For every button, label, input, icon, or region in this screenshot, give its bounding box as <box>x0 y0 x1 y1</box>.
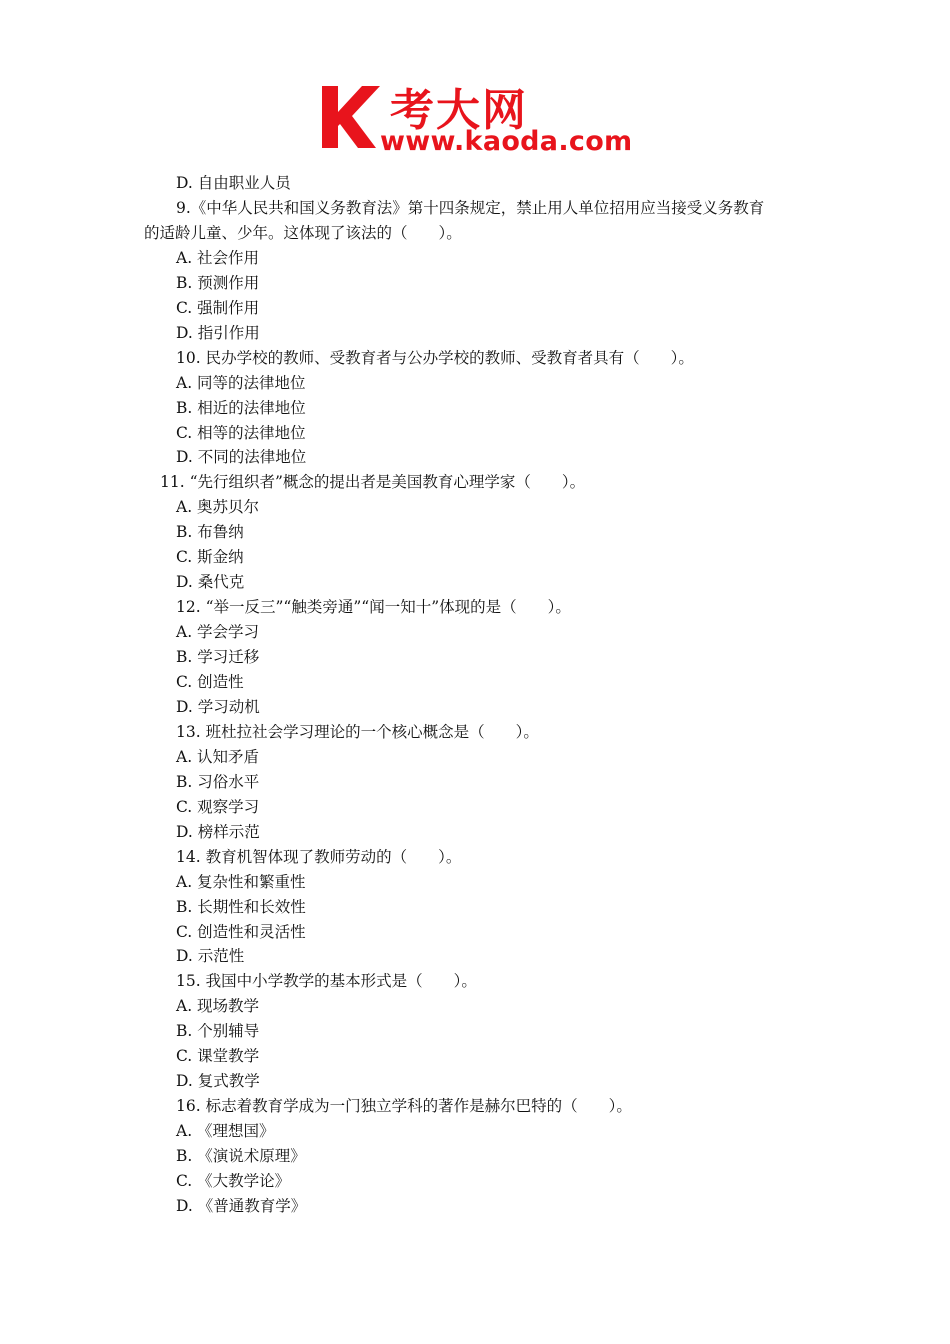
answer-option: C. 课堂教学 <box>176 1047 260 1066</box>
answer-option: B. 个别辅导 <box>176 1022 260 1041</box>
answer-option: B. 布鲁纳 <box>176 523 244 542</box>
k-logo-icon <box>318 84 384 150</box>
question-text: 16. 标志着教育学成为一门独立学科的著作是赫尔巴特的（ ）。 <box>176 1097 632 1116</box>
answer-option: A. 现场教学 <box>176 997 260 1016</box>
answer-option: B. 《演说术原理》 <box>176 1147 306 1166</box>
kaoda-logo[interactable] <box>318 78 638 160</box>
answer-option: C. 创造性和灵活性 <box>176 922 306 941</box>
answer-option: D. 复式教学 <box>176 1072 260 1091</box>
answer-option: D. 不同的法律地位 <box>176 448 307 467</box>
question-text: 的适龄儿童、少年。这体现了该法的（ ）。 <box>144 223 462 242</box>
answer-option: C. 相等的法律地位 <box>176 423 306 442</box>
answer-option: D. 示范性 <box>176 947 245 966</box>
question-text: 15. 我国中小学教学的基本形式是（ ）。 <box>176 972 477 991</box>
answer-option: A. 同等的法律地位 <box>176 373 306 392</box>
answer-option: C. 强制作用 <box>176 298 260 317</box>
answer-option: D. 学习动机 <box>176 697 260 716</box>
answer-option: A. 奥苏贝尔 <box>176 498 260 517</box>
answer-option: D. 《普通教育学》 <box>176 1196 307 1215</box>
answer-option: D. 榜样示范 <box>176 822 260 841</box>
answer-option: B. 长期性和长效性 <box>176 897 306 916</box>
question-text: 14. 教育机智体现了教师劳动的（ ）。 <box>176 847 462 866</box>
answer-option: C. 《大教学论》 <box>176 1172 291 1190</box>
answer-option: B. 习俗水平 <box>176 772 260 791</box>
question-text: 12. “举一反三”“触类旁通”“闻一知十”体现的是（ ）。 <box>176 598 571 617</box>
answer-option: A. 学会学习 <box>176 623 260 642</box>
answer-option: A. 《理想国》 <box>176 1122 275 1141</box>
answer-option: D. 自由职业人员 <box>176 174 291 192</box>
answer-option: C. 观察学习 <box>176 797 260 816</box>
answer-option: A. 社会作用 <box>176 248 260 267</box>
answer-option: C. 创造性 <box>176 673 244 691</box>
question-text: 11. “先行组织者”概念的提出者是美国教育心理学家（ ）。 <box>160 473 586 492</box>
answer-option: D. 桑代克 <box>176 573 245 592</box>
answer-option: B. 学习迁移 <box>176 648 260 667</box>
answer-option: D. 指引作用 <box>176 323 260 342</box>
logo-title: 考大网 <box>390 85 528 136</box>
answer-option: B. 预测作用 <box>176 273 260 292</box>
logo-url: www.kaoda.com <box>380 126 633 157</box>
answer-option: A. 认知矛盾 <box>176 747 260 766</box>
question-text: 13. 班杜拉社会学习理论的一个核心概念是（ ）。 <box>176 722 539 741</box>
question-text: 10. 民办学校的教师、受教育者与公办学校的教师、受教育者具有（ ）。 <box>176 348 694 367</box>
question-text: 9.《中华人民共和国义务教育法》第十四条规定，禁止用人单位招用应当接受义务教育 <box>176 198 765 217</box>
answer-option: C. 斯金纳 <box>176 548 244 567</box>
answer-option: A. 复杂性和繁重性 <box>176 872 306 891</box>
answer-option: B. 相近的法律地位 <box>176 398 306 417</box>
